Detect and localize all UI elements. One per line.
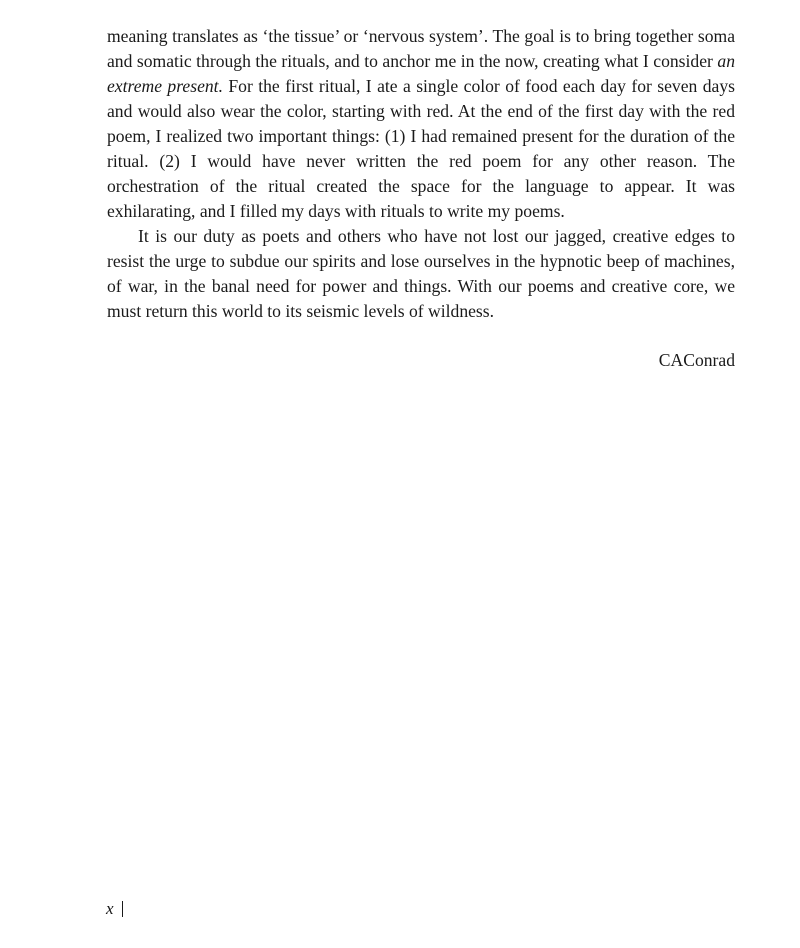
page-number: x [106,899,114,918]
paragraph-1 [107,24,735,224]
page-body [107,24,735,324]
paragraph-1-text-b: For the first ritual, I ate a single color of food each day for seven days and would also wear the color, starting with red. At the end of the first day with the red poem, I realized two important things: (1) I had remained present for the duration of the ritual. (2) I would have never written the red poem for any other reason. The orchestration of the ritual created the space for the language to appear. It was exhilarating, and I filled my days with rituals to write my poems. [107,76,735,221]
paragraph-1-text-a: meaning translates as ‘the tissue’ or ‘nervous system’. The goal is to bring together soma and somatic through the rituals, and to anchor me in the now, creating what I consider [107,26,735,71]
folio-divider [122,901,123,917]
paragraph-2: It is our duty as poets and others who have not lost our jagged, creative edges to resist the urge to subdue our spirits and lose ourselves in the hypnotic beep of machines, of war, in the banal need for power and things. With our poems and creative core, we must return this world to its seismic levels of wildness. [107,226,735,321]
paragraph-1-emphasis: an extreme present. [107,51,735,96]
page-folio [106,898,123,920]
author-signature: CAConrad [658,350,735,370]
